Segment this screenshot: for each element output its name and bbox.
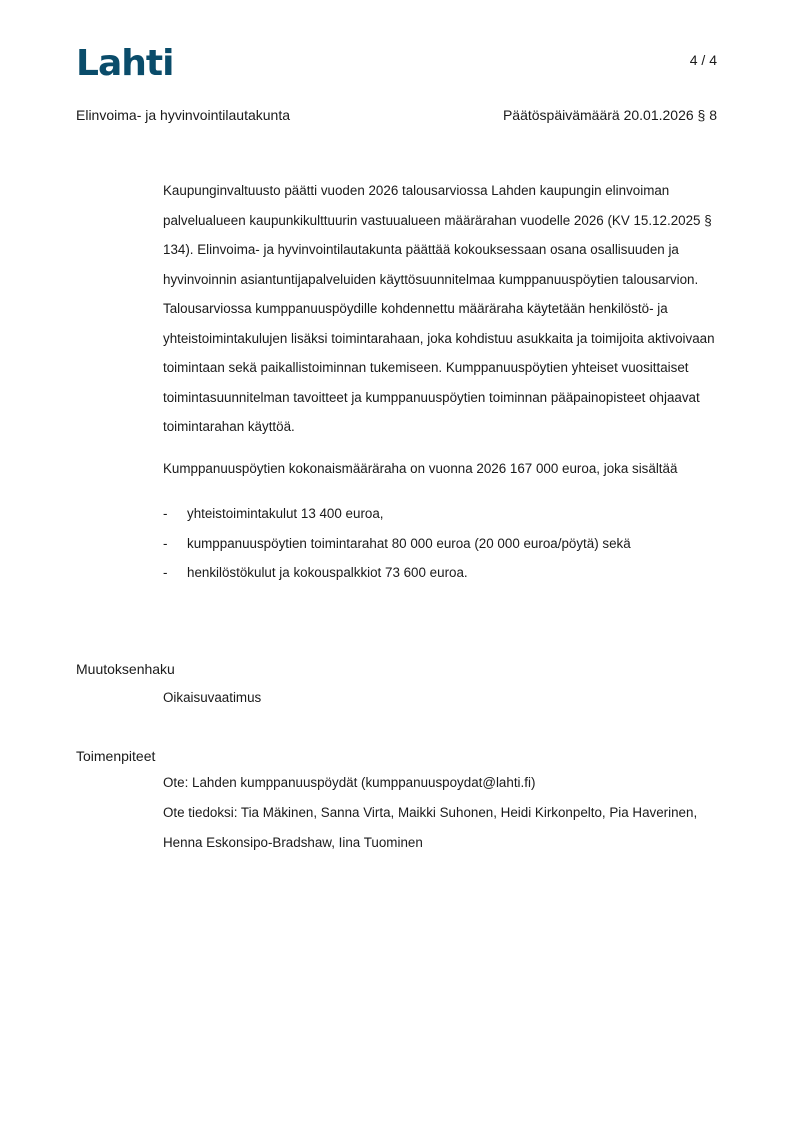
decision-body (163, 176, 723, 588)
appeal-heading: Muutoksenhaku (76, 661, 175, 677)
paragraph: Kumppanuuspöytien kokonaismääräraha on vuonna 2026 167 000 euroa, joka sisältää (163, 460, 678, 476)
committee-name: Elinvoima- ja hyvinvointilautakunta (76, 107, 290, 123)
lahti-logo: Lahti (76, 43, 174, 84)
actions-excerpt: Ote: Lahden kumppanuuspöydät (kumppanuuspoydat@lahti.fi) (163, 775, 536, 790)
actions-for-info: Ote tiedoksi: Tia Mäkinen, Sanna Virta, Maikki Suhonen, Heidi Kirkonpelto, Pia Haverinen, Henna Eskonsipo-Bradshaw, Iina Tuominen (163, 805, 698, 850)
budget-list (163, 499, 723, 588)
dash-bullet: - (163, 535, 168, 551)
list-item: - yhteistoimintakulut 13 400 euroa, (163, 499, 723, 529)
appeal-text: Oikaisuvaatimus (163, 690, 262, 705)
decision-date: Päätöspäivämäärä 20.01.2026 § 8 (502, 107, 717, 123)
paragraph: Kaupunginvaltuusto päätti vuoden 2026 talousarviossa Lahden kaupungin elinvoiman palvelualueen kaupunkikulttuurin vastuualueen määrärahan vuodelle 2026 (KV 15.12.2025 § 134). Elinvoima- ja hyvinvointilautakunta päättää kokouksessaan osana osallisuuden ja hyvinvoinnin asiantuntijapalveluiden käyttösuunnitelmaa kumppanuuspöytien talousarvion. Talousarviossa kumppanuuspöydille kohdennettu määräraha käytetään henkilöstö- ja yhteistoimintakulujen lisäksi toimintarahaan, joka kohdistuu asukkaita ja toimijoita aktivoivaan toimintaan sekä paikallistoiminnan tukemiseen. Kumppanuuspöytien yhteiset vuosittaiset toimintasuunnitelman tavoitteet ja kumppanuuspöytien toiminnan pääpainopisteet ohjaavat toimintarahan käyttöä. (163, 183, 715, 434)
list-item: - henkilöstökulut ja kokouspalkkiot 73 600 euroa. (163, 558, 723, 588)
list-item: - kumppanuuspöytien toimintarahat 80 000 euroa (20 000 euroa/pöytä) sekä (163, 529, 723, 559)
page-number: 4 / 4 (689, 52, 717, 68)
dash-bullet: - (163, 565, 168, 580)
actions-heading: Toimenpiteet (76, 748, 156, 764)
dash-bullet: - (163, 506, 168, 521)
